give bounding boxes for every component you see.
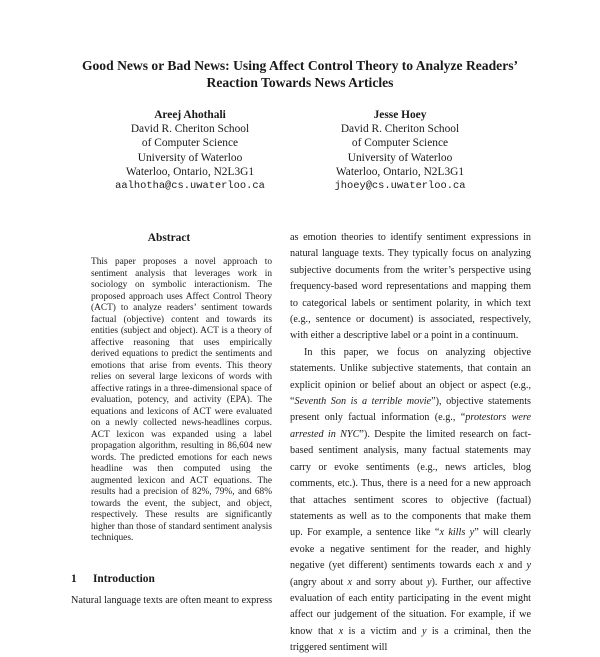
author-affiliation: University of Waterloo <box>347 151 453 164</box>
author-block-2 <box>290 108 510 193</box>
example-quote: protestors were arrested in NYC <box>290 412 532 440</box>
section-heading-introduction <box>71 573 155 585</box>
section-title: Introduction <box>93 573 155 585</box>
introduction-first-line: Natural language texts are often meant to express <box>71 595 273 606</box>
author-affiliation: David R. Cheriton School <box>130 123 250 136</box>
title-line-1: Good News or Bad News: Using Affect Control Theory to Analyze Readers’ <box>81 58 519 73</box>
author-affiliation: of Computer Science <box>351 137 449 150</box>
author-name: Areej Ahothali <box>154 109 226 121</box>
author-email: aalhotha@cs.uwaterloo.ca <box>115 180 265 193</box>
right-column-text <box>290 230 531 657</box>
section-number: 1 <box>71 573 77 585</box>
abstract-body: This paper proposes a novel approach to sentiment analysis that leverages work in sociology on symbolic interactionism. The proposed approach uses Affect Control Theory (ACT) to analyze readers’ sentiment towards factual (objective) content and towards its entities (subject and object). ACT is a theory of affective reasoning that uses empirically derived equations to predict the sentiments and emotions that arise from events. This theory relies on several large lexicons of words with affective ratings in a three-dimensional space of evaluation, potency, and activity (EPA). The equations and lexicons of ACT were evaluated on a newly collected news-headlines corpus. ACT lexicon was expanded using a label propagation algorithm, resulting in 86,604 new words. The predicted emotions for each news headline was then computed using the augmented lexicon and ACT equations. The results had a precision of 82%, 79%, and 68% towards the event, the subject, and object, respectively. These results are significantly higher than those of standard sentiment analysis techniques. <box>91 257 272 543</box>
example-quote: Seventh Son is a terrible movie <box>294 396 432 408</box>
author-affiliation: Waterloo, Ontario, N2L3G1 <box>335 165 465 178</box>
paragraph: as emotion theories to identify sentiment expressions in natural language texts. They typically focus on analyzing subjective documents from the writer’s perspective using frequency-based word representations and mapping them to categorical labels or sentiment polarity, in which text (e.g., sentence or document) is associated, respectively, with either a descriptive label or a point in a continuum. <box>290 232 531 342</box>
author-block-1 <box>80 108 300 193</box>
author-email: jhoey@cs.uwaterloo.ca <box>334 180 466 193</box>
title-line-2: Reaction Towards News Articles <box>206 75 394 90</box>
paper-title <box>40 57 560 91</box>
author-affiliation: Waterloo, Ontario, N2L3G1 <box>125 165 255 178</box>
example-quote: x kills y <box>439 527 475 539</box>
author-name: Jesse Hoey <box>373 109 427 121</box>
abstract-heading: Abstract <box>147 232 191 244</box>
author-affiliation: University of Waterloo <box>137 151 243 164</box>
author-affiliation: of Computer Science <box>141 137 239 150</box>
author-affiliation: David R. Cheriton School <box>340 123 460 136</box>
paragraph: In this paper, we focus on analyzing objective statements. Unlike subjective statements, that contain an explicit opinion or belief about an object or aspect (e.g., “Seventh Son is a terrible movie”), objective statements present only factual information (e.g., “protestors were arrested in NYC”). Despite the limited research on fact-based sentiment analysis, many factual statements may carry or evoke sentiments (e.g., news articles, blog comments, etc.). Thus, there is a need for a new approach that attaches sentiment scores to objective (factual) statements as well as to the components that make them up. For example, a sentence like “x kills y” will clearly evoke a negative sentiment for the reader, and highly negative (yet different) sentiments towards each x and y (angry about x and sorry about y). Further, our affective evaluation of each entity participating in the event might affect our judgement of the situation. For example, if we know that x is a victim and y is a criminal, then the triggered sentiment will <box>290 346 532 654</box>
